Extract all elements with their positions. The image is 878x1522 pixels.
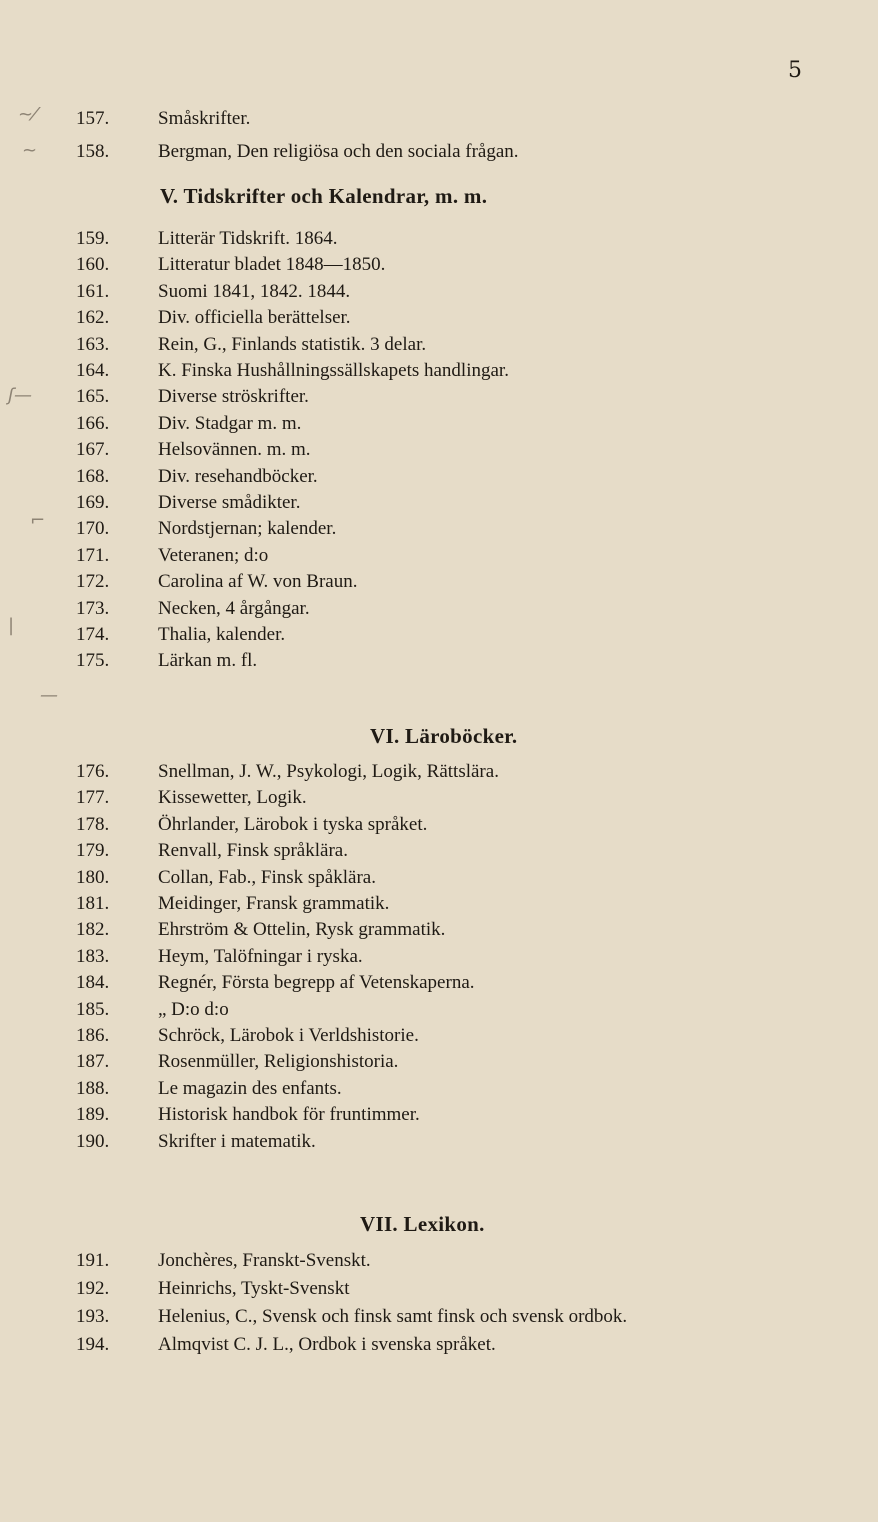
entry-number: 172. [76, 571, 110, 593]
entry-text: Nordstjernan; kalender. [158, 518, 337, 540]
entry-number: 173. [76, 597, 110, 619]
entry-number: 176. [76, 761, 110, 782]
entry-text: Jonchères, Franskt-Svenskt. [158, 1250, 371, 1271]
entry-number: 165. [76, 386, 110, 408]
entry-text: Skrifter i matematik. [158, 1130, 316, 1152]
entry-number: 193. [76, 1305, 110, 1327]
entry-text: Heinrichs, Tyskt-Svenskt [158, 1277, 350, 1299]
entry-text: Carolina af W. von Braun. [158, 571, 358, 593]
entry-text: Snellman, J. W., Psykologi, Logik, Rättslära. [158, 761, 499, 782]
entry-text: K. Finska Hushållningssällskapets handlingar. [158, 360, 509, 381]
entry-text: Kissewetter, Logik. [158, 787, 307, 809]
entry-number: 181. [76, 893, 110, 914]
entry-text: „ D:o d:o [158, 998, 229, 1020]
section-heading: VII. Lexikon. [360, 1212, 485, 1236]
entry-number: 163. [76, 333, 110, 355]
entry-number: 179. [76, 840, 110, 862]
entry-number: 157. [76, 108, 110, 129]
entry-text: Div. resehandböcker. [158, 465, 318, 487]
entry-text: Veteranen; d:o [158, 544, 269, 566]
entry-text: Diverse smådikter. [158, 492, 301, 513]
entry-number: 159. [76, 228, 110, 249]
pencil-mark-icon: — [40, 685, 58, 706]
entry-number: 188. [76, 1077, 110, 1099]
entry-text: Regnér, Första begrepp af Vetenskaperna. [158, 972, 475, 994]
entry-number: 164. [76, 360, 110, 381]
entry-number: 162. [76, 307, 110, 329]
entry-text: Småskrifter. [158, 108, 251, 129]
entry-text: Thalia, kalender. [158, 624, 286, 645]
entry-text: Rein, G., Finlands statistik. 3 delar. [158, 333, 427, 355]
entry-text: Diverse ströskrifter. [158, 386, 309, 408]
entry-number: 170. [76, 518, 110, 540]
entry-number: 187. [76, 1051, 110, 1073]
pencil-mark-icon: | [8, 615, 15, 636]
entry-number: 171. [76, 544, 110, 566]
entry-number: 182. [76, 919, 110, 941]
entry-number: 166. [76, 412, 110, 434]
page-number: 5 [788, 58, 802, 83]
entry-number: 177. [76, 787, 110, 809]
entry-number: 167. [76, 439, 110, 461]
entry-number: 169. [76, 492, 110, 513]
entry-number: 175. [76, 650, 110, 672]
entry-text: Div. officiella berättelser. [158, 307, 351, 329]
entry-number: 185. [76, 998, 110, 1020]
pencil-mark-icon: ⌐ [30, 510, 46, 531]
entry-number: 161. [76, 280, 110, 302]
entry-text: Necken, 4 årgångar. [158, 597, 310, 619]
entry-text: Helsovännen. m. m. [158, 439, 311, 461]
entry-number: 194. [76, 1333, 110, 1355]
entry-number: 184. [76, 972, 110, 994]
entry-text: Helenius, C., Svensk och finsk samt finsk och svensk ordbok. [158, 1305, 628, 1327]
pencil-mark-icon: ʃ— [8, 385, 33, 406]
section-heading: V. Tidskrifter och Kalendrar, m. m. [160, 184, 488, 208]
entry-text: Div. Stadgar m. m. [158, 412, 302, 434]
entry-text: Suomi 1841, 1842. 1844. [158, 280, 351, 302]
entry-text: Litteratur bladet 1848—1850. [158, 254, 386, 276]
entry-text: Heym, Talöfningar i ryska. [158, 945, 363, 967]
entry-number: 174. [76, 624, 110, 645]
entry-number: 189. [76, 1104, 110, 1126]
entry-number: 186. [76, 1025, 110, 1046]
entry-text: Öhrlander, Lärobok i tyska språket. [158, 813, 428, 835]
entry-number: 178. [76, 813, 110, 835]
entry-text: Rosenmüller, Religionshistoria. [158, 1051, 399, 1073]
entry-number: 190. [76, 1130, 110, 1152]
entry-text: Schröck, Lärobok i Verldshistorie. [158, 1025, 419, 1046]
entry-text: Meidinger, Fransk grammatik. [158, 893, 390, 914]
entry-number: 183. [76, 945, 110, 967]
entry-number: 180. [76, 866, 110, 888]
entry-number: 192. [76, 1277, 110, 1299]
entry-text: Ehrström & Ottelin, Rysk grammatik. [158, 919, 446, 941]
entry-text: Bergman, Den religiösa och den sociala frågan. [158, 141, 519, 163]
entry-text: Renvall, Finsk språklära. [158, 840, 348, 862]
section-heading: VI. Läroböcker. [370, 724, 518, 748]
pencil-mark-icon: ~ [22, 140, 38, 161]
entry-text: Collan, Fab., Finsk spåklära. [158, 866, 376, 888]
entry-number: 168. [76, 465, 110, 487]
entry-text: Litterär Tidskrift. 1864. [158, 228, 338, 249]
entry-text: Lärkan m. fl. [158, 650, 258, 672]
entry-text: Almqvist C. J. L., Ordbok i svenska språket. [158, 1333, 496, 1355]
pencil-mark-icon: ~⁄ [18, 104, 37, 125]
entry-text: Le magazin des enfants. [158, 1077, 342, 1099]
entry-text: Historisk handbok för fruntimmer. [158, 1104, 420, 1126]
entry-number: 158. [76, 141, 110, 163]
entry-number: 191. [76, 1250, 110, 1271]
entry-number: 160. [76, 254, 110, 276]
